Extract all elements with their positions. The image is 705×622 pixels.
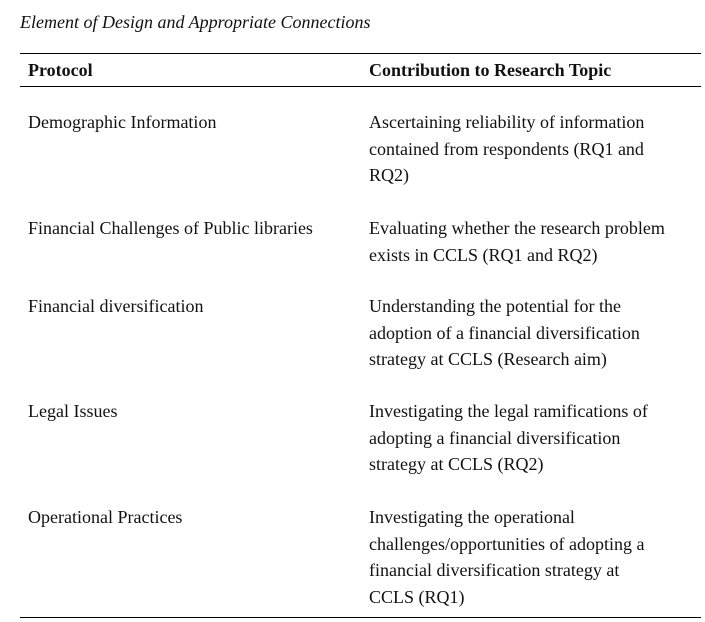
- protocol-cell: Operational Practices: [28, 507, 183, 527]
- contribution-line: Evaluating whether the research problem: [369, 218, 665, 238]
- contribution-cell: [369, 504, 701, 610]
- protocol-cell: Legal Issues: [28, 401, 118, 421]
- protocol-cell: Demographic Information: [28, 112, 217, 132]
- table-bottom-rule: [20, 617, 701, 618]
- table-top-rule: [20, 53, 701, 54]
- protocol-cell: Financial diversification: [28, 296, 204, 316]
- contribution-line: RQ2): [369, 165, 409, 185]
- table-header-rule: [20, 86, 701, 87]
- contribution-cell: [369, 293, 701, 373]
- contribution-line: strategy at CCLS (RQ2): [369, 454, 544, 474]
- contribution-line: financial diversification strategy at: [369, 560, 620, 580]
- contribution-line: Investigating the legal ramifications of: [369, 401, 648, 421]
- contribution-line: strategy at CCLS (Research aim): [369, 349, 607, 369]
- contribution-line: exists in CCLS (RQ1 and RQ2): [369, 244, 598, 265]
- contribution-cell: [369, 215, 701, 268]
- header-contribution: Contribution to Research Topic: [369, 60, 612, 80]
- contribution-line: contained from respondents (RQ1 and: [369, 138, 644, 159]
- contribution-line: Ascertaining reliability of information: [369, 112, 645, 132]
- contribution-line: adopting a financial diversification: [369, 427, 621, 448]
- contribution-cell: [369, 398, 701, 478]
- contribution-line: challenges/opportunities of adopting a: [369, 533, 645, 554]
- protocol-cell: Financial Challenges of Public libraries: [28, 218, 313, 238]
- contribution-cell: [369, 109, 701, 189]
- contribution-line: Investigating the operational: [369, 507, 575, 527]
- table-caption: Element of Design and Appropriate Connections: [20, 12, 371, 32]
- contribution-line: CCLS (RQ1): [369, 586, 465, 607]
- header-protocol: Protocol: [28, 60, 93, 80]
- contribution-line: Understanding the potential for the: [369, 296, 621, 316]
- contribution-line: adoption of a financial diversification: [369, 322, 640, 343]
